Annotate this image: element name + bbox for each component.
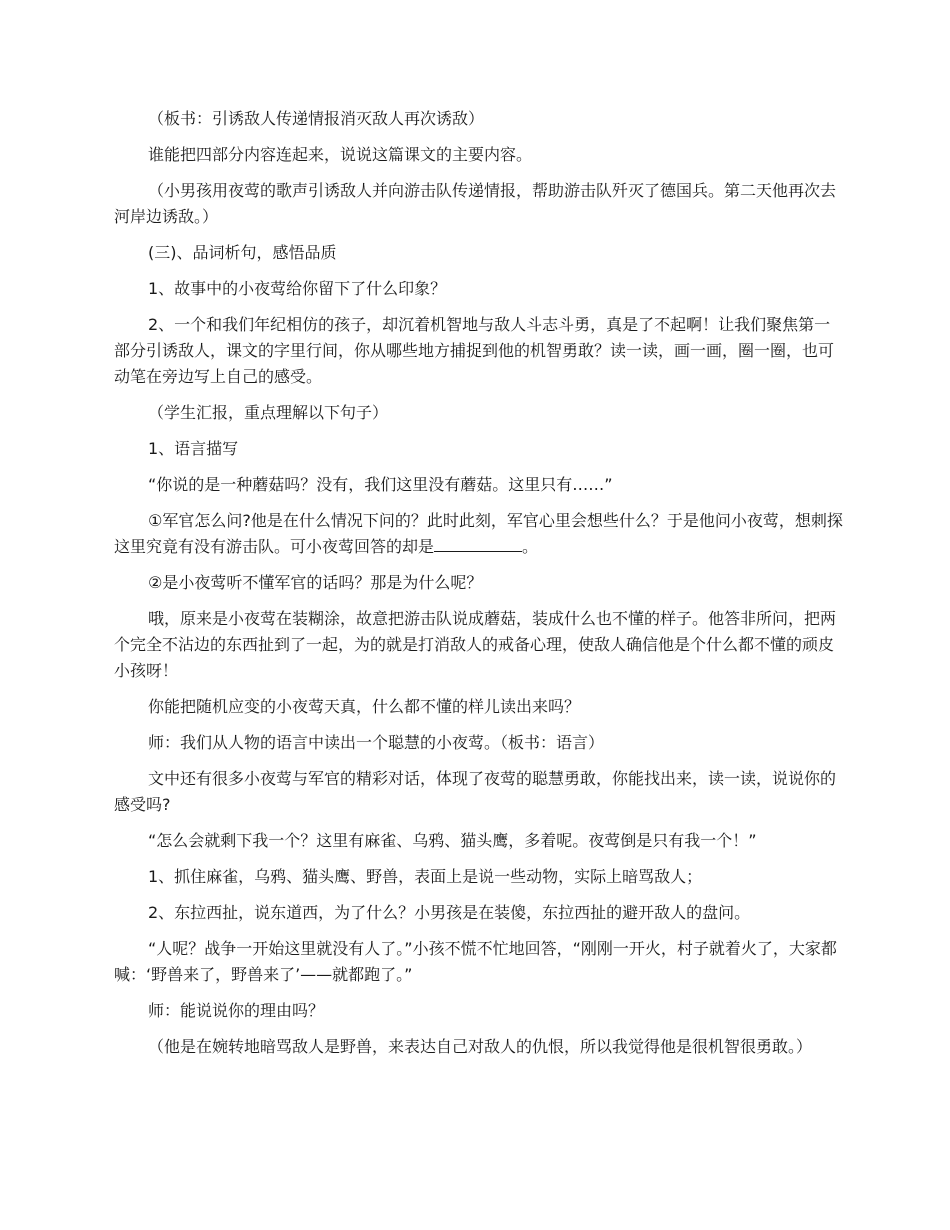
subheading-paragraph: 1、语言描写 xyxy=(148,439,239,458)
analysis-paragraph: 2、东拉西扯，说东道西，为了什么？小男孩是在装傻，东拉西扯的避开敌人的盘问。 xyxy=(148,903,751,922)
quote-paragraph: “人呢？战争一开始这里就没有人了。”小孩不慌不忙地回答，“刚刚一开火，村子就着火了，大家都喊：‘野兽来了，野兽来了’——就都跑了。” xyxy=(114,939,837,984)
question-paragraph: ②是小夜莺听不懂军官的话吗？那是为什么呢？ xyxy=(148,573,483,592)
question-paragraph: 谁能把四部分内容连起来，说说这篇课文的主要内容。 xyxy=(148,145,533,164)
fill-blank-paragraph xyxy=(114,508,844,560)
fill-blank-text: ①军官怎么问?他是在什么情况下问的？此时此刻，军官心里会想些什么？于是他问小夜莺，想刺探这里究竟有没有游击队。可小夜莺回答的却是 xyxy=(114,511,843,556)
instruction-paragraph: 2、一个和我们年纪相仿的孩子，却沉着机智地与敌人斗志斗勇，真是了不起啊！让我们聚焦第一部分引诱敌人，课文的字里行间，你从哪些地方捕捉到他的机智勇敢？读一读，画一画，圈一圈，也可动笔在旁边写上自己的感受。 xyxy=(114,315,835,386)
teacher-paragraph: 师：我们从人物的语言中读出一个聪慧的小夜莺。（板书：语言） xyxy=(148,733,605,752)
section-heading: (三)、品词析句，感悟品质 xyxy=(148,243,337,262)
quote-paragraph: “怎么会就剩下我一个？这里有麻雀、乌鸦、猫头鹰，多着呢。夜莺倒是只有我一个！” xyxy=(148,831,757,850)
question-paragraph: 1、故事中的小夜莺给你留下了什么印象？ xyxy=(148,279,447,298)
quote-paragraph: “你说的是一种蘑菇吗？没有，我们这里没有蘑菇。这里只有……” xyxy=(148,475,613,494)
fill-blank-end: 。 xyxy=(522,537,539,556)
instruction-paragraph: 文中还有很多小夜莺与军官的精彩对话，体现了夜莺的聪慧勇敢，你能找出来，读一读，说说你的感受吗? xyxy=(114,769,837,814)
blackboard-note-paragraph: （板书：引诱敌人传递情报消灭敌人再次诱敌） xyxy=(148,109,485,128)
answer-blank xyxy=(434,535,522,552)
document-body xyxy=(114,106,844,1070)
note-paragraph: （学生汇报，重点理解以下句子） xyxy=(148,403,389,422)
analysis-paragraph: 1、抓住麻雀，乌鸦、猫头鹰、野兽，表面上是说一些动物，实际上暗骂敌人； xyxy=(148,867,703,886)
answer-paragraph: （他是在婉转地暗骂敌人是野兽，来表达自己对敌人的仇恨，所以我觉得他是很机智很勇敢。） xyxy=(148,1037,813,1056)
teacher-paragraph: 师：能说说你的理由吗？ xyxy=(148,1001,325,1020)
question-paragraph: 你能把随机应变的小夜莺天真，什么都不懂的样儿读出来吗？ xyxy=(148,697,581,716)
summary-answer-paragraph: （小男孩用夜莺的歌声引诱敌人并向游击队传递情报，帮助游击队歼灭了德国兵。第二天他再次去河岸边诱敌。） xyxy=(114,181,837,226)
explanation-paragraph: 哦，原来是小夜莺在装糊涂，故意把游击队说成蘑菇，装成什么也不懂的样子。他答非所问，把两个完全不沾边的东西扯到了一起，为的就是打消敌人的戒备心理，使敌人确信他是个什么都不懂的顽皮小孩呀！ xyxy=(114,609,837,680)
